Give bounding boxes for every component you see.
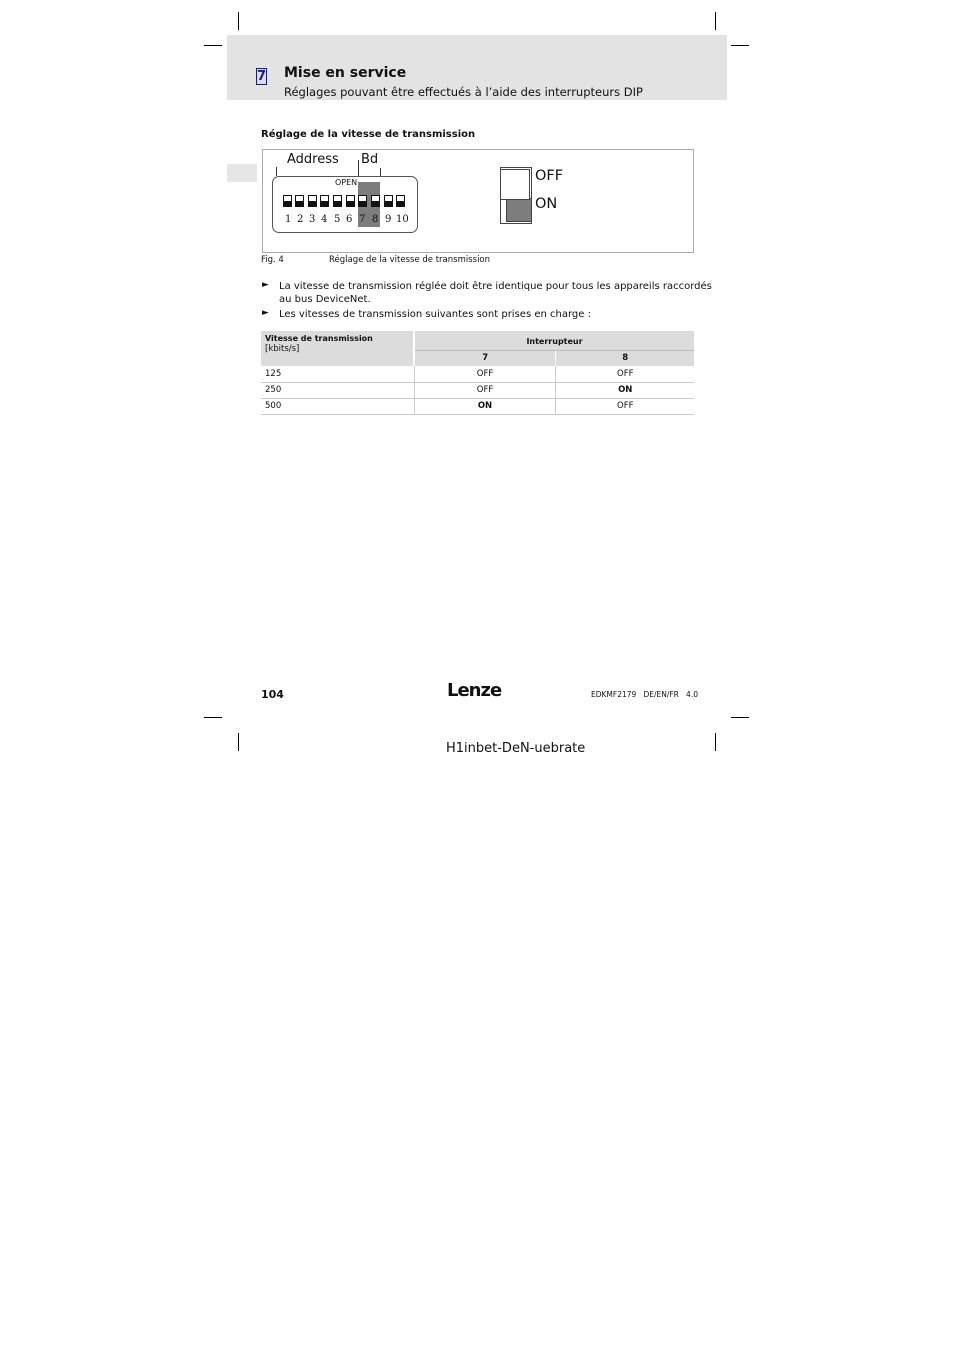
dip-switch [396,195,405,207]
dip-switch [283,195,292,207]
side-tab-marker [227,164,257,182]
bd-label: Bd [361,152,379,167]
table-header-speed [261,331,414,366]
document-reference: EDKMF2179 DE/EN/FR 4.0 [591,690,698,699]
address-label: Address [287,152,339,167]
crop-mark [238,12,239,30]
dip-number: 1 [285,214,292,225]
bullet-text: Les vitesses de transmission suivantes sont prises en charge : [279,309,591,320]
table-cell-switch7: OFF [414,382,556,398]
table-subheader: 8 [556,350,694,366]
bullet-line: La vitesse de transmission réglée doit être identique pour tous les appareils raccordés [279,281,712,292]
dip-number: 3 [309,214,316,225]
dip-number: 8 [372,214,379,225]
dip-switch [333,195,342,207]
dip-number: 5 [334,214,341,225]
file-name: H1inbet-DeN-uebrate [446,741,586,756]
bullet-text [279,280,712,306]
table-cell-switch8: ON [618,385,633,395]
table-cell-speed: 250 [261,382,414,398]
speed-header-bold: Vitesse de transmission [265,334,373,343]
dip-number: 2 [297,214,304,225]
speed-header-unit: [kbits/s] [265,344,300,354]
table-row [261,382,694,398]
crop-mark [715,733,716,751]
lenze-logo: Lenze [447,680,502,701]
table-cell-speed: 500 [261,398,414,414]
crop-mark [731,45,749,46]
dip-switch [358,195,367,207]
table-row [261,398,694,414]
crop-mark [204,717,222,718]
table-cell-switch7: ON [414,398,556,414]
dip-switch [295,195,304,207]
crop-mark [731,717,749,718]
dip-number: 10 [396,214,409,225]
section-heading: Réglage de la vitesse de transmission [261,129,476,140]
crop-mark [238,733,239,751]
crop-mark [204,45,222,46]
dip-open-label: OPEN [335,178,358,187]
crop-mark [715,12,716,30]
table-row [261,366,694,382]
page-subtitle: Réglages pouvant être effectués à l’aide des interrupteurs DIP [284,85,643,99]
bullet-line: au bus DeviceNet. [279,294,371,305]
chapter-number: 7 [257,69,267,84]
dip-number: 6 [346,214,353,225]
table-cell-speed: 125 [261,366,414,382]
off-label: OFF [535,168,564,184]
toggle-switch-on-part [506,198,532,222]
table-subheader: 7 [414,350,556,366]
bd-bracket-line [380,168,381,176]
bd-bracket-line [358,160,359,176]
bullet-arrow: ► [262,308,269,318]
table-cell-switch8: OFF [617,401,634,411]
on-label: ON [535,196,558,212]
dip-switch [346,195,355,207]
table-cell-switch7: OFF [414,366,556,382]
table-cell-switch8: OFF [617,368,634,379]
figure-number: Fig. 4 [261,255,284,265]
dip-number: 9 [385,214,392,225]
baud-rate-table [261,331,694,415]
dip-switch [384,195,393,207]
dip-switch [308,195,317,207]
table-header-group: Interrupteur [414,331,694,350]
dip-number: 7 [359,214,366,225]
dip-switch [320,195,329,207]
figure-caption: Réglage de la vitesse de transmission [329,255,491,265]
dip-number: 4 [321,214,328,225]
dip-switch [371,195,380,207]
toggle-switch-lever [500,169,530,200]
bullet-arrow: ► [262,280,269,290]
address-bracket-line [276,167,277,176]
page-title: Mise en service [284,65,407,81]
page-number: 104 [261,688,284,701]
